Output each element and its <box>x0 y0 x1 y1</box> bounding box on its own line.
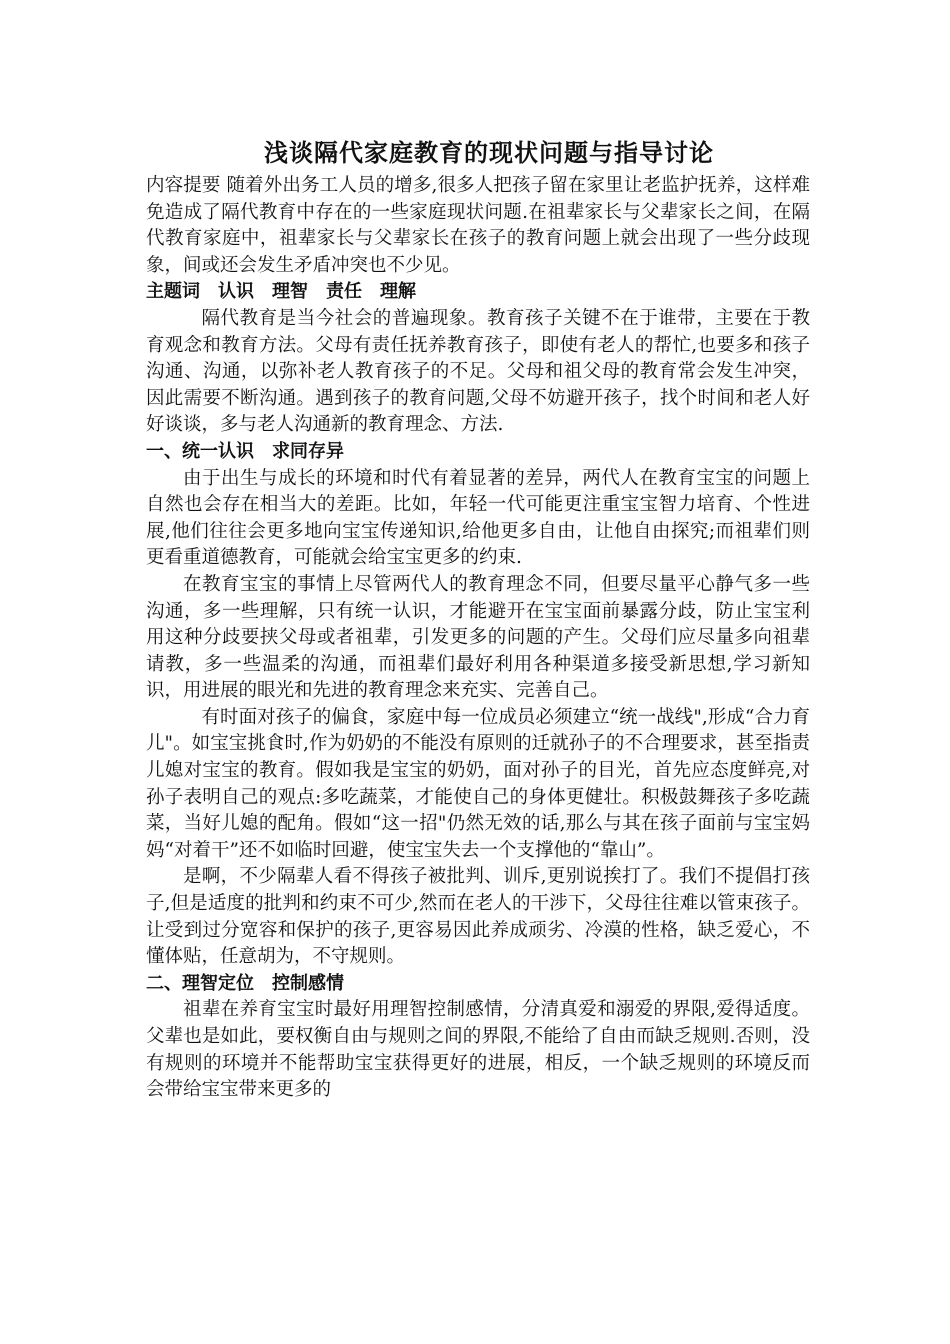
section-1-paragraph-2: 在教育宝宝的事情上尽管两代人的教育理念不同，但要尽量平心静气多一些沟通，多一些理解，只有统一认识，才能避开在宝宝面前暴露分歧，防止宝宝利用这种分歧要挟父母或者祖辈，引发更多的问题的产生。父母们应尽量多向祖辈请教，多一些温柔的沟通，而祖辈们最好利用各种渠道多接受新思想,学习新知识，用进展的眼光和先进的教育理念来充实、完善自己。 <box>146 573 810 702</box>
section-1-heading: 一、统一认识 求同存异 <box>146 440 344 462</box>
intro-paragraph: 隔代教育是当今社会的普遍现象。教育孩子关键不在于谁带，主要在于教育观念和教育方法。父母有责任抚养教育孩子，即使有老人的帮忙,也要多和孩子沟通、沟通，以弥补老人教育孩子的不足。父母和祖父母的教育常会发生冲突，因此需要不断沟通。遇到孩子的教育问题,父母不妨避开孩子，找个时间和老人好好谈谈，多与老人沟通新的教育理念、方法. <box>146 307 810 436</box>
keywords-line: 主题词 认识 理智 责任 理解 <box>146 281 416 303</box>
section-1-paragraph-1: 由于出生与成长的环境和时代有着显著的差异，两代人在教育宝宝的问题上自然也会存在相当大的差距。比如，年轻一代可能更注重宝宝智力培育、个性进展,他们往往会更多地向宝宝传递知识,给他更多自由，让他自由探究;而祖辈们则更看重道德教育，可能就会给宝宝更多的约束. <box>146 467 810 569</box>
document-body <box>146 133 810 1104</box>
section-1-paragraph-3: 有时面对孩子的偏食，家庭中每一位成员必须建立“统一战线",形成“合力育儿"。如宝宝挑食时,作为奶奶的不能没有原则的迁就孙子的不合理要求，甚至指责儿媳对宝宝的教育。假如我是宝宝的奶奶，面对孙子的目光，首先应态度鲜亮,对孙子表明自己的观点:多吃蔬菜，才能使自己的身体更健壮。积极鼓舞孩子多吃蔬菜，当好儿媳的配角。假如“这一招"仍然无效的话,那么与其在孩子面前与宝宝妈妈“对着干”还不如临时回避，使宝宝失去一个支撑他的“靠山”。 <box>146 706 810 861</box>
section-1-paragraph-4: 是啊，不少隔辈人看不得孩子被批判、训斥,更别说挨打了。我们不提倡打孩子,但是适度的批判和约束不可少,然而在老人的干涉下，父母往往难以管束孩子。让受到过分宽容和保护的孩子,更容易因此养成顽劣、冷漠的性格，缺乏爱心，不懂体贴，任意胡为，不守规则。 <box>146 866 810 968</box>
document-title: 浅谈隔代家庭教育的现状问题与指导讨论 <box>264 139 714 167</box>
abstract-paragraph: 内容提要 随着外出务工人员的增多,很多人把孩子留在家里让老监护抚养，这样难免造成了隔代教育中存在的一些家庭现状问题.在祖辈家长与父辈家长之间，在隔代教育家庭中，祖辈家长与父辈家长在孩子的教育问题上就会出现了一些分歧现象，间或还会发生矛盾冲突也不少见。 <box>146 175 810 276</box>
section-2-heading: 二、理智定位 控制感情 <box>146 972 344 994</box>
section-2-paragraph-1: 祖辈在养育宝宝时最好用理智控制感情，分清真爱和溺爱的界限,爱得适度。父辈也是如此，要权衡自由与规则之间的界限,不能给了自由而缺乏规则.否则，没有规则的环境并不能帮助宝宝获得更好的进展，相反，一个缺乏规则的环境反而会带给宝宝带来更多的 <box>146 999 810 1101</box>
